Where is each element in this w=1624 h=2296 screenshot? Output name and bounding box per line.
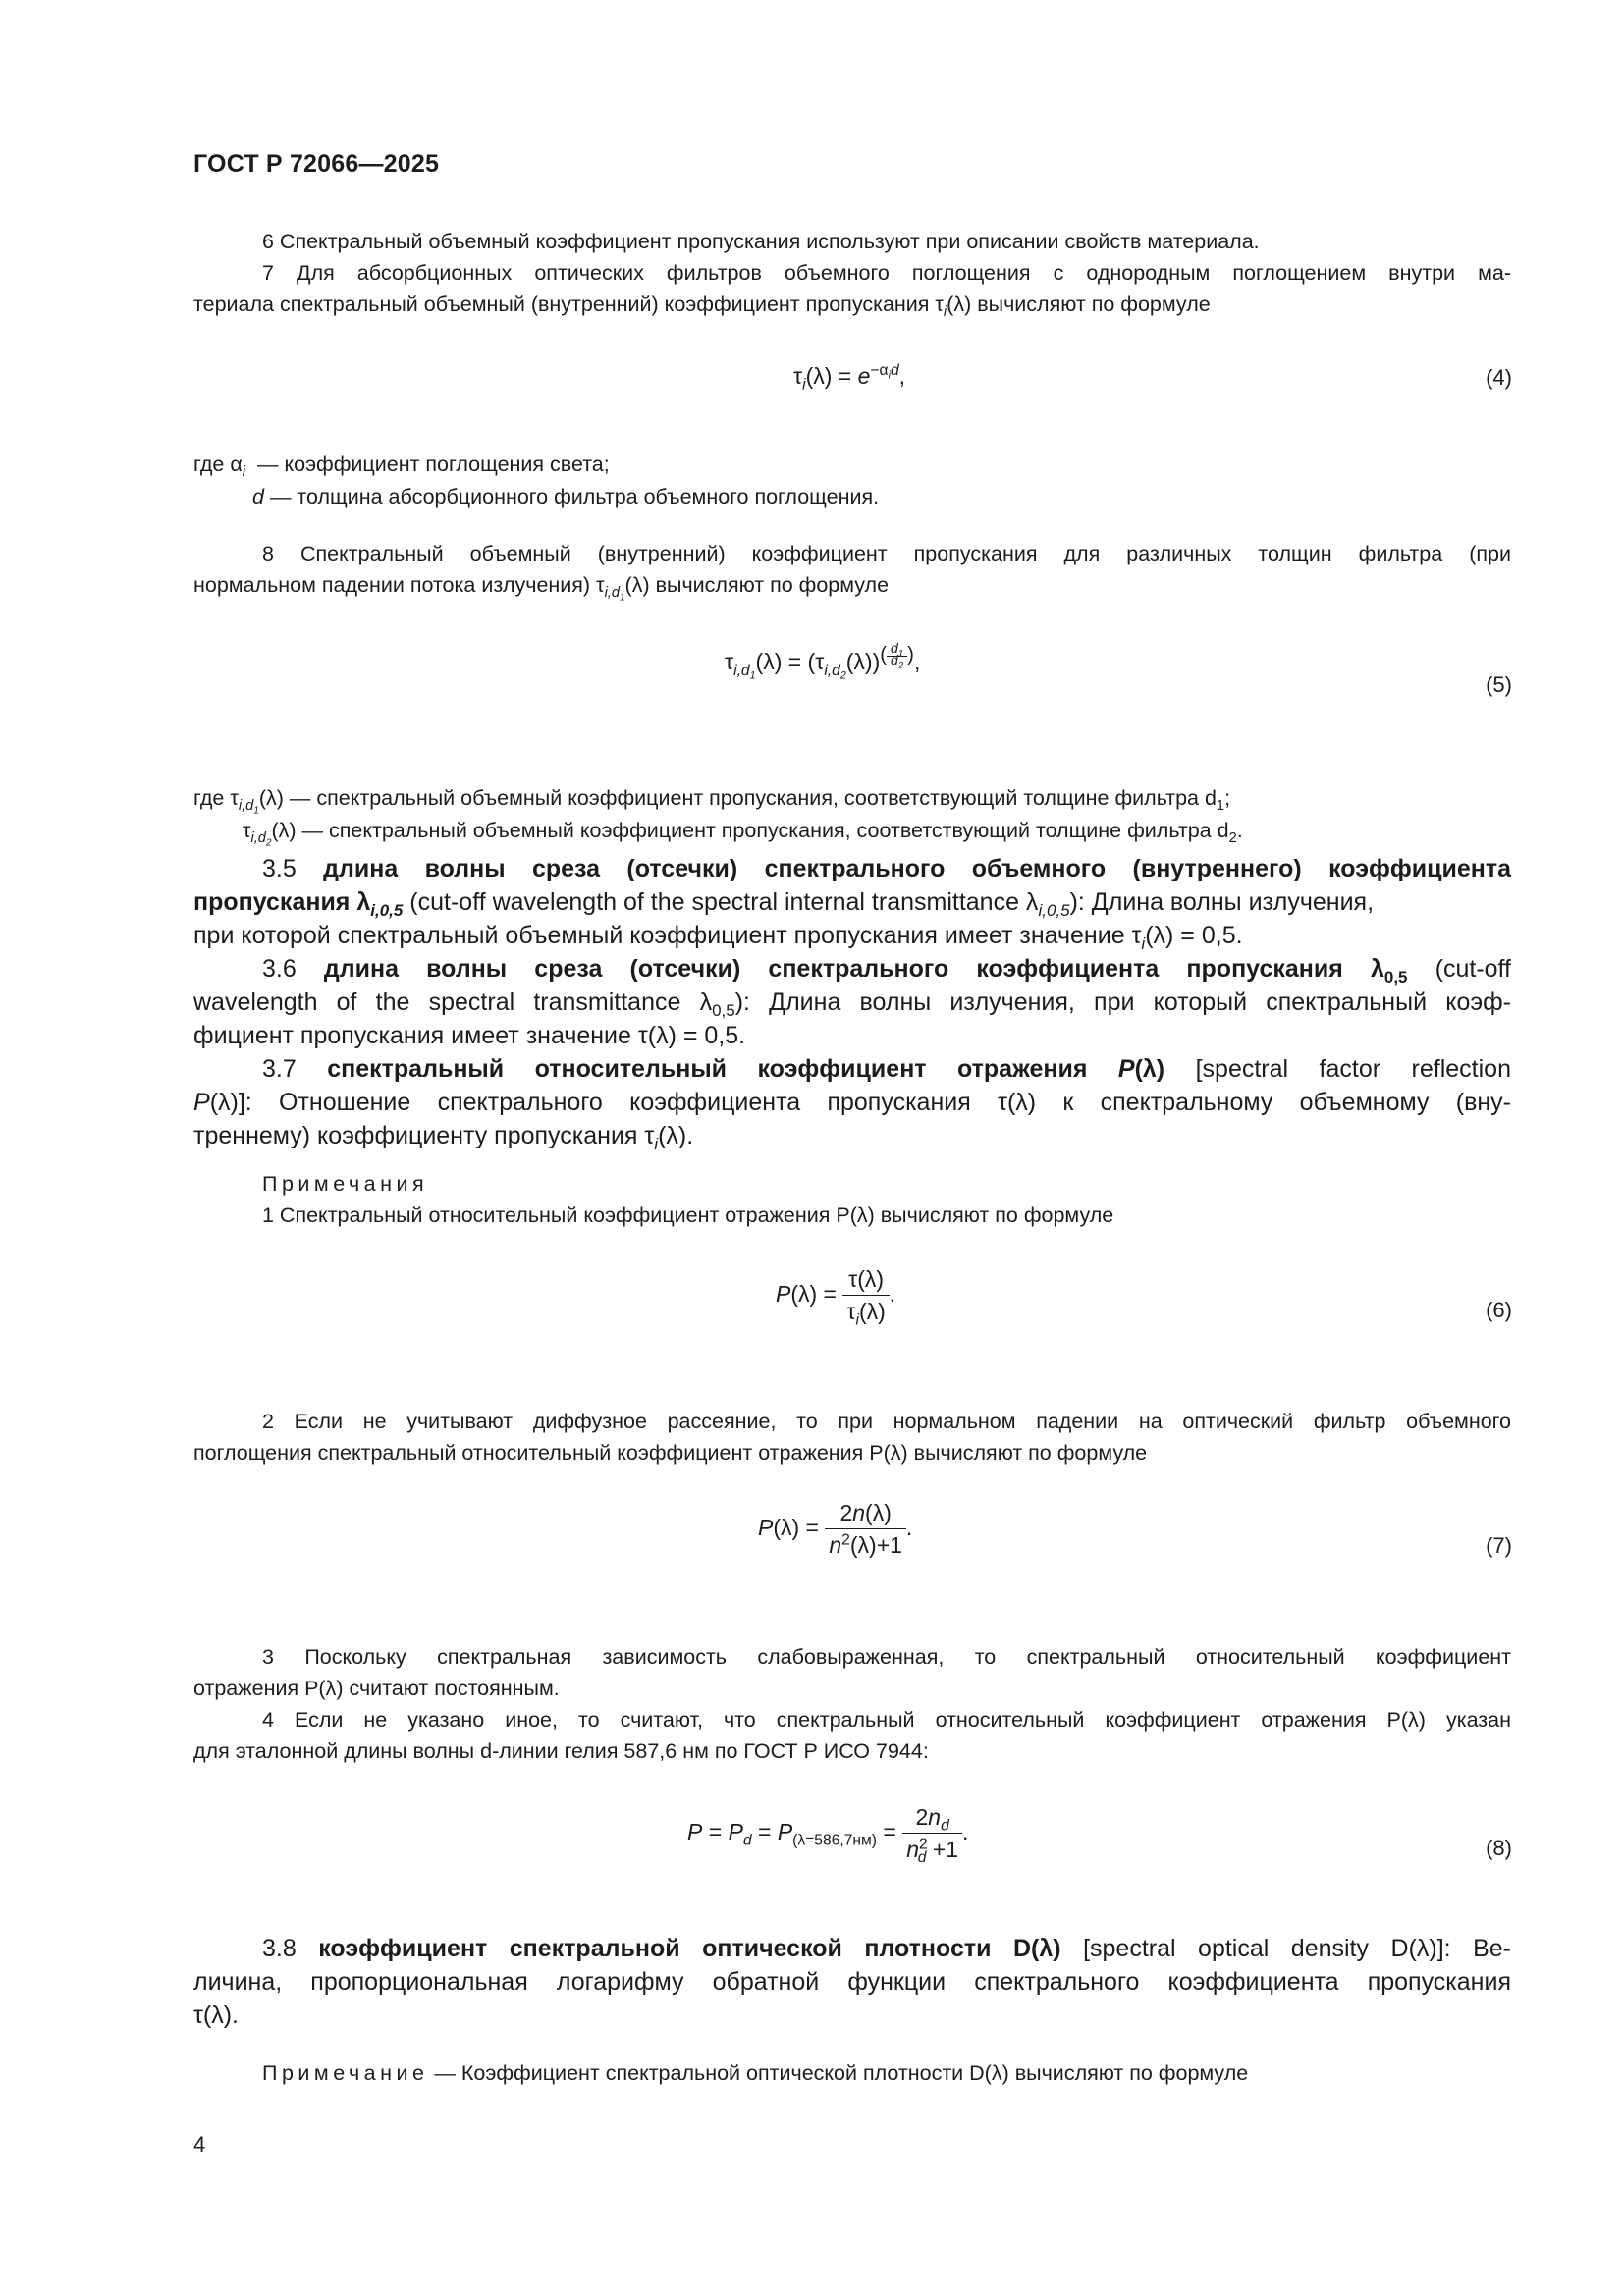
term-3-8-line2: личина, пропорциональная логарифму обратной функции спектрального коэффициента пропускания	[193, 1968, 1511, 1996]
where-tau-d1: где $\tau_{i,d_1}(\lambda)$ — спектральный объемный коэффициент пропускания, соответствующий толщине фильтра $d_1$;	[193, 786, 1231, 817]
formula-8-number: (8)	[1486, 1836, 1512, 1860]
where-d: d — толщина абсорбционного фильтра объемного поглощения.	[252, 485, 880, 508]
formula-6-number: (6)	[1486, 1298, 1512, 1322]
term-3-7-line3: треннему) коэффициенту пропускания $\tau_i(\lambda)$.	[193, 1122, 694, 1153]
notes-heading: Примечания	[262, 1172, 429, 1196]
note-7-line2: териала спектральный объемный (внутренний) коэффициент пропускания $\tau_i(\lambda)$ вычисляют по формуле	[193, 293, 1211, 321]
where-tau-d2: $\tau_{i,d_2}(\lambda)$ — спектральный объемный коэффициент пропускания, соответствующий толщине фильтра $d_2$.	[243, 819, 1243, 849]
note-4-line1: 4 Если не указано иное, то считают, что спектральный относительный коэффициент отражения P(λ) указан	[262, 1708, 1511, 1732]
formula-5-number: (5)	[1486, 672, 1512, 697]
note-8-line1: 8 Спектральный объемный (внутренний) коэффициент пропускания для различных толщин фильтра (при	[262, 542, 1511, 565]
where-alpha: где $\alpha_i$ — коэффициент поглощения света;	[193, 453, 610, 481]
term-3-7-line2: P(λ)]: Отношение спектрального коэффициента пропускания τ(λ) к спектральному объемному (вну-	[193, 1089, 1511, 1116]
term-3-7-line1: 3.7 спектральный относительный коэффициент отражения P(λ) [spectral factor reflection	[262, 1055, 1511, 1083]
term-3-8-line3: τ(λ).	[193, 2002, 239, 2029]
note-4-line2: для эталонной длины волны d-линии гелия 587,6 нм по ГОСТ Р ИСО 7944:	[193, 1739, 929, 1763]
page-number: 4	[193, 2132, 206, 2157]
term-3-6-line3: фициент пропускания имеет значение τ(λ) = 0,5.	[193, 1022, 746, 1049]
formula-4-number: (4)	[1486, 365, 1512, 390]
term-3-5-line1: 3.5 длина волны среза (отсечки) спектрального объемного (внутреннего) коэффициента	[262, 855, 1512, 882]
document-header: ГОСТ Р 72066—2025	[193, 150, 440, 178]
note-3-line1: 3 Поскольку спектральная зависимость слабовыраженная, то спектральный относительный коэффициент	[262, 1645, 1511, 1669]
formula-4: $\tau_i(\lambda) = e^{-\alpha_id}$,	[793, 362, 906, 394]
note-8-line2: нормальном падении потока излучения) $\tau_{i,d_1}(\lambda)$ вычисляют по формуле	[193, 573, 890, 604]
formula-7: P(λ) = $\frac{2n(\lambda)}{n^2(\lambda)+1}$ .	[758, 1500, 913, 1558]
term-3-6-line2: wavelength of the spectral transmittance $\lambda_{0,5}$): Длина волны излучения, при который спектральный коэф-	[193, 988, 1511, 1020]
formula-7-number: (7)	[1486, 1533, 1512, 1558]
note-1: 1 Спектральный относительный коэффициент отражения P(λ) вычисляют по формуле	[262, 1203, 1114, 1227]
term-3-8-line1: 3.8 коэффициент спектральной оптической плотности D(λ) [spectral optical density D(λ)]: Ве-	[262, 1935, 1511, 1962]
formula-8: $P = P_d = P_{(\lambda=586,7нм)}$ = $\frac{2n_d}{n^2_d +1}$ .	[687, 1804, 969, 1867]
note-3-8: Примечание — Коэффициент спектральной оптической плотности D(λ) вычисляют по формуле	[262, 2061, 1249, 2085]
note-2-line2: поглощения спектральный относительный коэффициент отражения P(λ) вычисляют по формуле	[193, 1441, 1148, 1465]
note-6: 6 Спектральный объемный коэффициент пропускания используют при описании свойств материала.	[262, 230, 1260, 253]
term-3-5-line3: при которой спектральный объемный коэффициент пропускания имеет значение $\tau_i(\lambda) = 0,5$.	[193, 922, 1243, 953]
note-7-line1: 7 Для абсорбционных оптических фильтров объемного поглощения с однородным поглощением внутри ма-	[262, 261, 1511, 285]
formula-6: P(λ) = $\frac{\tau(\lambda)}{\tau_i(\lambda)}$ .	[776, 1266, 896, 1329]
term-3-5-line2: пропускания $\lambda_{i,0,5}$ (cut-off wavelength of the spectral internal transmittance $\lambda_{i,0,5}$): Длина волны излучения,	[193, 888, 1375, 920]
formula-5: $\tau_{i,d_1}(\lambda) = (\tau_{i,d_2}(\lambda))^{( \frac{d_1}{d_2} )}$,	[725, 640, 921, 682]
note-3-line2: отражения P(λ) считают постоянным.	[193, 1677, 560, 1700]
note-2-line1: 2 Если не учитывают диффузное рассеяние, то при нормальном падении на оптический фильтр объемного	[262, 1410, 1511, 1433]
term-3-6-line1: 3.6 длина волны среза (отсечки) спектрального коэффициента пропускания $\lambda_{0,5}$ (cut-off	[262, 955, 1511, 987]
